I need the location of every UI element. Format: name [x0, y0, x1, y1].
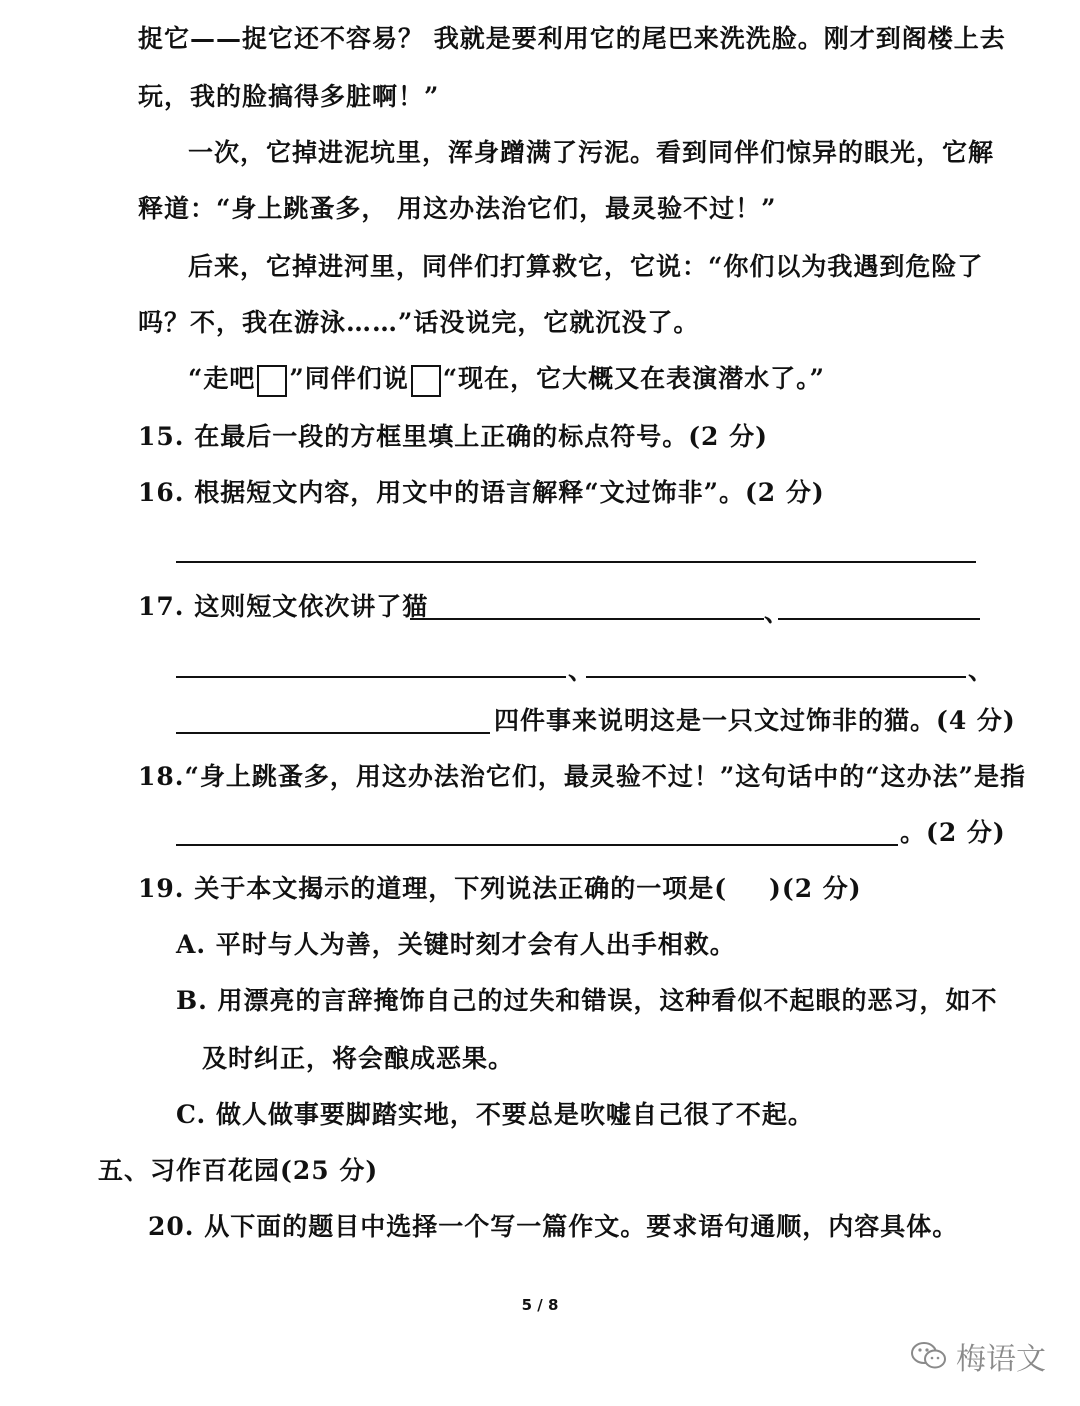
- answer-line-18[interactable]: [176, 844, 898, 846]
- passage-line-2: 玩，我的脸搞得多脏啊！”: [138, 82, 440, 111]
- watermark-text: 梅语文: [956, 1342, 1046, 1377]
- answer-line-17-4[interactable]: [586, 676, 966, 678]
- option-b-line-2: 及时纠正，将会酿成恶果。: [202, 1044, 515, 1073]
- watermark: [910, 1334, 1046, 1378]
- passage-line-6: 吗？不，我在游泳……”话没说完，它就沉没了。: [138, 308, 700, 337]
- dialogue-part-3: “现在，它大概又在表演潜水了。”: [442, 364, 826, 393]
- section-5-title: 五、习作百花园(25 分): [98, 1156, 379, 1185]
- answer-line-16[interactable]: [176, 561, 976, 563]
- passage-line-1: 捉它——捉它还不容易？ 我就是要利用它的尾巴来洗洗脸。刚才到阁楼上去: [138, 24, 1006, 53]
- answer-line-17-5[interactable]: [176, 732, 490, 734]
- question-17: 17. 这则短文依次讲了猫: [138, 592, 429, 621]
- answer-line-17-1[interactable]: [410, 618, 764, 620]
- question-19: 19. 关于本文揭示的道理，下列说法正确的一项是( )(2 分): [138, 874, 862, 903]
- option-c: C. 做人做事要脚踏实地，不要总是吹嘘自己很了不起。: [176, 1100, 814, 1129]
- question-16: 16. 根据短文内容，用文中的语言解释“文过饰非”。(2 分): [138, 478, 825, 507]
- question-18-end: 。(2 分): [900, 818, 1006, 847]
- passage-line-7: [188, 362, 825, 397]
- page-number: 5 / 8: [521, 1296, 559, 1314]
- passage-line-5: 后来，它掉进河里，同伴们打算救它，它说：“你们以为我遇到危险了: [188, 252, 984, 281]
- question-15: 15. 在最后一段的方框里填上正确的标点符号。(2 分): [138, 422, 768, 451]
- option-a: A. 平时与人为善，关键时刻才会有人出手相救。: [176, 930, 736, 959]
- passage-line-4: 释道：“身上跳蚤多， 用这办法治它们，最灵验不过！”: [138, 194, 777, 223]
- punctuation-box-1[interactable]: [257, 365, 287, 397]
- question-18: 18.“身上跳蚤多，用这办法治它们，最灵验不过！”这句话中的“这办法”是指: [138, 762, 1027, 791]
- dialogue-part-1: “走吧: [188, 364, 256, 393]
- answer-line-17-3[interactable]: [176, 676, 566, 678]
- punctuation-box-2[interactable]: [411, 365, 441, 397]
- answer-line-17-2[interactable]: [778, 618, 980, 620]
- dialogue-part-2: ”同伴们说: [289, 364, 409, 393]
- separator-17-2: 、: [568, 656, 595, 685]
- separator-17-3: 、: [968, 656, 995, 685]
- question-17-end: 四件事来说明这是一只文过饰非的猫。(4 分): [494, 706, 1016, 735]
- separator-17-1: 、: [764, 598, 791, 627]
- passage-line-3: 一次，它掉进泥坑里，浑身蹭满了污泥。看到同伴们惊异的眼光，它解: [188, 138, 995, 167]
- wechat-icon: [910, 1340, 948, 1372]
- option-b-line-1: B. 用漂亮的言辞掩饰自己的过失和错误，这种看似不起眼的恶习，如不: [176, 986, 998, 1015]
- question-20: 20. 从下面的题目中选择一个写一篇作文。要求语句通顺，内容具体。: [148, 1212, 959, 1241]
